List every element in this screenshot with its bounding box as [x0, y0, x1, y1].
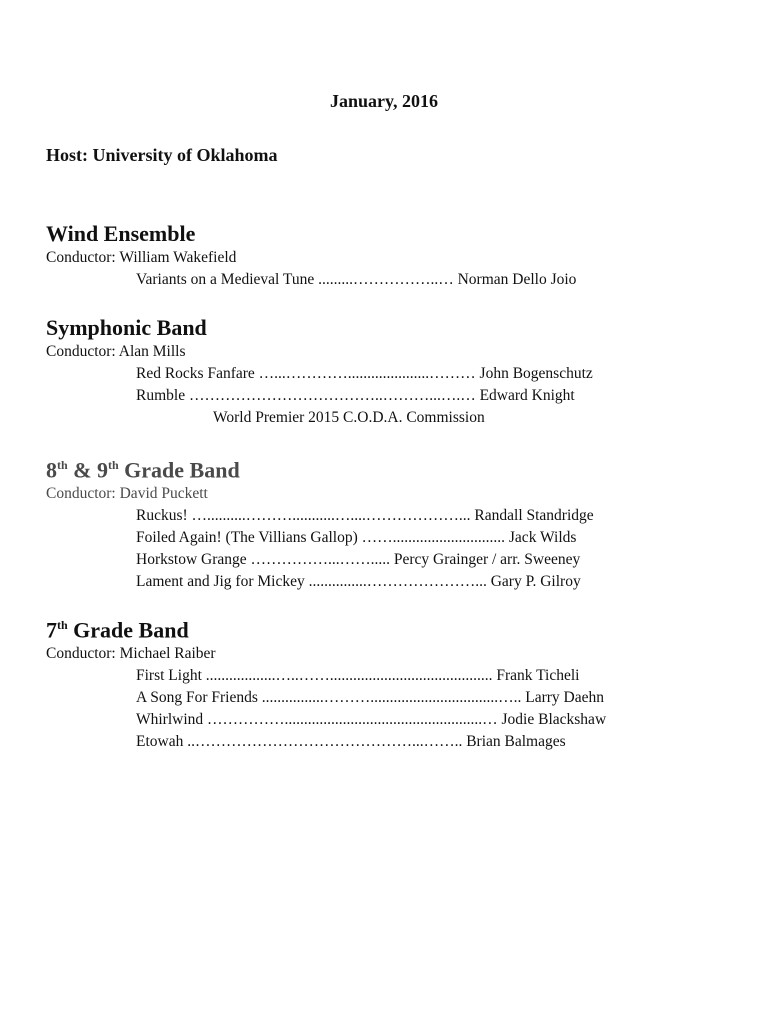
section-8th-9th-grade-band: [46, 452, 678, 593]
piece-line: Variants on a Medieval Tune .........……………..… Norman Dello Joio: [136, 271, 577, 288]
section-title: 8th & 9th Grade Band: [46, 457, 240, 483]
piece-line: Whirlwind ……………...................................................… Jodie Blackshaw: [136, 711, 607, 729]
piece-line: Etowah ..……………………………………...…….. Brian Balmages: [136, 733, 566, 751]
piece-line: Horkstow Grange ……………...……..... Percy Grainger / arr. Sweeney: [136, 551, 581, 569]
section-title: 7th Grade Band: [46, 617, 189, 643]
section-wind-ensemble: [46, 221, 678, 291]
section-title: Wind Ensemble: [46, 221, 196, 246]
piece-line: Red Rocks Fanfare …...………….....................……… John Bogenschutz: [136, 365, 593, 382]
conductor-line: Conductor: Michael Raiber: [46, 645, 216, 663]
section-7th-grade-band: [46, 612, 678, 753]
piece-line: Ruckus! …..........………...........…....………………... Randall Standridge: [136, 507, 594, 525]
conductor-line: Conductor: Alan Mills: [46, 343, 186, 360]
piece-line: Foiled Again! (The Villians Gallop) ……............................. Jack Wilds: [136, 529, 577, 547]
piece-line: Rumble ………………………………..………...….… Edward Knight: [136, 387, 575, 404]
section-symphonic-band: [46, 315, 678, 429]
conductor-line: Conductor: David Puckett: [46, 485, 208, 503]
conductor-line: Conductor: William Wakefield: [46, 249, 237, 266]
piece-line: Lament and Jig for Mickey ...............…………………... Gary P. Gilroy: [136, 573, 581, 591]
section-title: Symphonic Band: [46, 315, 207, 340]
piece-line: A Song For Friends ................……….................................….. Larry Daehn: [136, 689, 604, 707]
premiere-note: World Premier 2015 C.O.D.A. Commission: [213, 409, 485, 426]
program-date: January, 2016: [329, 91, 439, 111]
piece-line: First Light ..................…..…….......................................... Frank Ticheli: [136, 667, 580, 685]
host-line: Host: University of Oklahoma: [46, 145, 278, 165]
